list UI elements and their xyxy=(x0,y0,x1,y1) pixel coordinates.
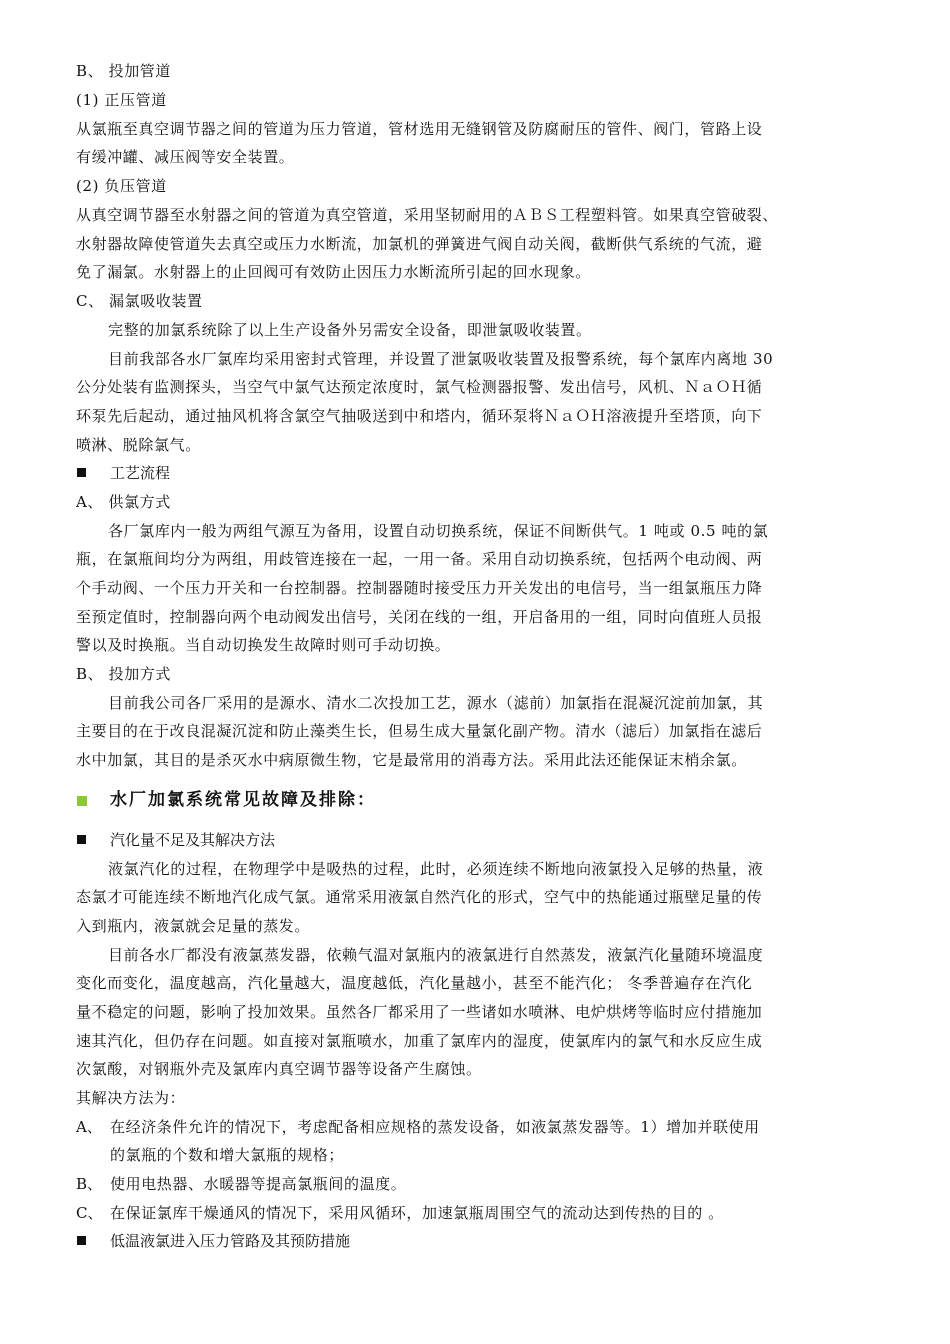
paragraph-line: 入到瓶内，液氯就会足量的蒸发。 xyxy=(76,917,311,935)
list-item-text: 的氯瓶的个数和增大氯瓶的规格； xyxy=(110,1146,345,1164)
square-bullet-icon xyxy=(77,1236,86,1245)
list-label-c: C、 xyxy=(76,1204,103,1222)
list-label-b: B、 xyxy=(76,1175,103,1193)
paragraph-line: 目前各水厂都没有液氯蒸发器，依赖气温对氯瓶内的液氯进行自然蒸发，液氯汽化量随环境温度 xyxy=(108,946,764,964)
green-square-bullet-icon xyxy=(77,796,87,806)
paragraph-line: 瓶，在氯瓶间均分为两组，用歧管连接在一起，一用一备。采用自动切换系统，包括两个电动阀、两 xyxy=(76,550,763,568)
vaporization-heading: 汽化量不足及其解决方法 xyxy=(110,831,276,849)
section-b-heading: B、 投加管道 xyxy=(76,62,171,80)
section-c-heading: C、 漏氯吸收装置 xyxy=(76,292,203,310)
paragraph-line: 环泵先后起动，通过抽风机将含氯空气抽吸送到中和塔内，循环泵将ＮａＯＨ溶液提升至塔顶，向下 xyxy=(76,407,763,425)
subheading-positive-pressure: (1) 正压管道 xyxy=(76,91,167,109)
paragraph-line: 公分处装有监测探头，当空气中氯气达预定浓度时，氯气检测器报警、发出信号，风机、ＮａＯＨ循 xyxy=(76,378,763,396)
low-temp-heading: 低温液氯进入压力管路及其预防措施 xyxy=(110,1232,351,1250)
list-item-text: 使用电热器、水暖器等提高氯瓶间的温度。 xyxy=(110,1175,407,1193)
paragraph-line: 从氯瓶至真空调节器之间的管道为压力管道，管材选用无缝钢管及防腐耐压的管件、阀门，管路上设 xyxy=(76,120,763,138)
list-item-text: 在保证氯库干燥通风的情况下，采用风循环，加速氯瓶周围空气的流动达到传热的目的 。 xyxy=(110,1204,724,1222)
subheading-negative-pressure: (2) 负压管道 xyxy=(76,177,167,195)
paragraph-line: 目前我公司各厂采用的是源水、清水二次投加工艺，源水（滤前）加氯指在混凝沉淀前加氯，其 xyxy=(108,694,764,712)
paragraph-line: 态氯才可能连续不断地汽化成气氯。通常采用液氯自然汽化的形式，空气中的热能通过瓶壁足量的传 xyxy=(76,888,763,906)
paragraph-line: 次氯酸，对钢瓶外壳及氯库内真空调节器等设备产生腐蚀。 xyxy=(76,1060,482,1078)
square-bullet-icon xyxy=(77,835,86,844)
paragraph-line: 速其汽化，但仍存在问题。如直接对氯瓶喷水，加重了氯库内的湿度，使氯库内的氯气和水反应生成 xyxy=(76,1032,763,1050)
paragraph-line: 完整的加氯系统除了以上生产设备外另需安全设备，即泄氯吸收装置。 xyxy=(108,321,592,339)
paragraph-line: 警以及时换瓶。当自动切换发生故障时则可手动切换。 xyxy=(76,636,451,654)
paragraph-line: 水中加氯，其目的是杀灭水中病原微生物，它是最常用的消毒方法。采用此法还能保证末梢余氯。 xyxy=(76,751,747,769)
paragraph-line: 从真空调节器至水射器之间的管道为真空管道，采用坚韧耐用的ＡＢＳ工程塑料管。如果真空管破裂、 xyxy=(76,206,779,224)
list-label-a: A、 xyxy=(76,1118,102,1136)
paragraph-line: 有缓冲罐、减压阀等安全装置。 xyxy=(76,148,295,166)
solution-intro: 其解决方法为： xyxy=(76,1089,186,1107)
section-b-dosing-heading: B、 投加方式 xyxy=(76,665,171,683)
process-flow-heading: 工艺流程 xyxy=(110,464,171,482)
paragraph-line: 至预定值时，控制器向两个电动阀发出信号，关闭在线的一组，开启备用的一组，同时向值班人员报 xyxy=(76,608,763,626)
paragraph-line: 液氯汽化的过程，在物理学中是吸热的过程，此时，必须连续不断地向液氯投入足够的热量，液 xyxy=(108,860,764,878)
paragraph-line: 个手动阀、一个压力开关和一台控制器。控制器随时接受压力开关发出的电信号，当一组氯瓶压力降 xyxy=(76,579,763,597)
paragraph-line: 各厂氯库内一般为两组气源互为备用，设置自动切换系统，保证不间断供气。1 吨或 0.5 吨的氯 xyxy=(108,522,769,540)
paragraph-line: 主要目的在于改良混凝沉淀和防止藻类生长，但易生成大量氯化副产物。清水（滤后）加氯指在滤后 xyxy=(76,722,763,740)
paragraph-line: 水射器故障使管道失去真空或压力水断流，加氯机的弹簧进气阀自动关阀，截断供气系统的气流，避 xyxy=(76,235,763,253)
section-a-heading: A、 供氯方式 xyxy=(76,493,171,511)
paragraph-line: 目前我部各水厂氯库均采用密封式管理，并设置了泄氯吸收装置及报警系统，每个氯库内离地 30 xyxy=(108,350,774,368)
paragraph-line: 量不稳定的问题，影响了投加效果。虽然各厂都采用了一些诸如水喷淋、电炉烘烤等临时应付措施加 xyxy=(76,1003,763,1021)
paragraph-line: 免了漏氯。水射器上的止回阀可有效防止因压力水断流所引起的回水现象。 xyxy=(76,263,591,281)
square-bullet-icon xyxy=(77,468,86,477)
section-title-faults: 水厂加氯系统常见故障及排除： xyxy=(110,790,376,810)
paragraph-line: 变化而变化，温度越高，汽化量越大，温度越低，汽化量越小，甚至不能汽化； 冬季普遍存在汽化 xyxy=(76,974,753,992)
list-item-text: 在经济条件允许的情况下，考虑配备相应规格的蒸发设备，如液氯蒸发器等。1）增加并联使用 xyxy=(110,1118,760,1136)
paragraph-line: 喷淋、脱除氯气。 xyxy=(76,436,201,454)
